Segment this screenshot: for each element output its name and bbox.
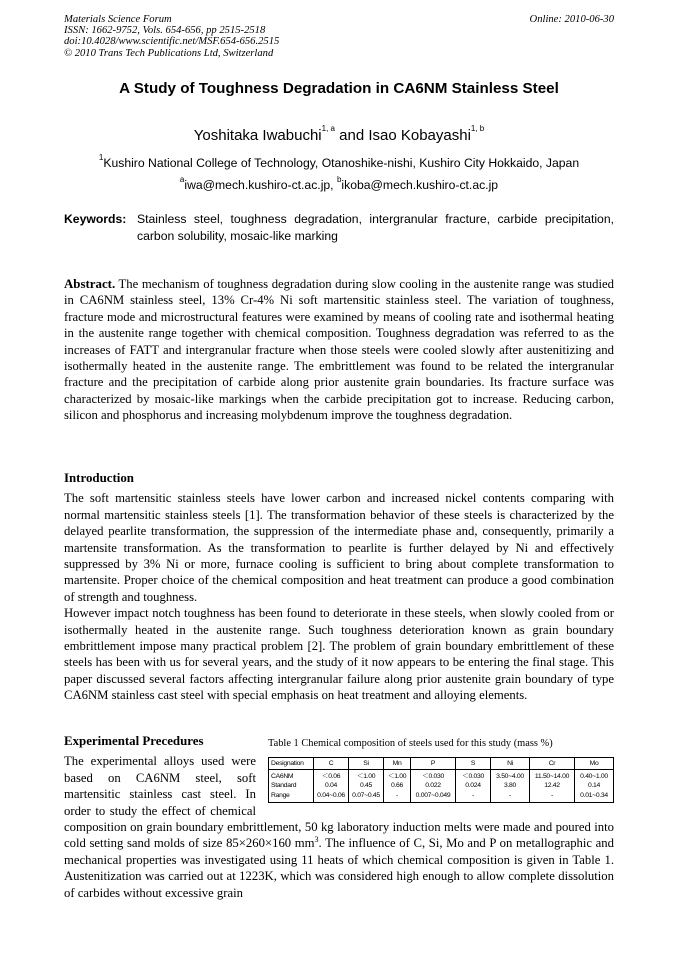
- copyright: © 2010 Trans Tech Publications Ltd, Switzerland: [64, 47, 274, 59]
- author-1-sup: 1, a: [321, 124, 335, 133]
- abstract-text: The mechanism of toughness degradation during slow cooling in the austenite range was studied in CA6NM stainless steel, 13% Cr-4% Ni soft martensitic stainless steel. The variation of toughness, fracture mode and microstructural features were examined by means of cooling rate and isothermal heating in the austenite range together with chemical composition. Toughness degradation was referred to as the increases of FATT and intergranular fracture when those steels were cooled slowly after austenitizing and isothermally heated in the austenite range. The embrittlement was found to be related the intergranular fracture and the precipitation of carbide along prior austenite grain boundaries. Its fracture surface was characterized by mosaic-like markings when the carbide precipitation got to increase. Reducing carbon, silicon and phosphorus and increasing molybdenum improve the toughness degradation.: [64, 277, 614, 423]
- table-cell: -: [530, 790, 575, 802]
- table-header-row: [269, 758, 614, 770]
- table-cell: ＜1.00: [387, 773, 407, 780]
- table-cell: CA6NM: [271, 773, 294, 780]
- table-cell: ＜0.030: [461, 773, 484, 780]
- table-cell: 3.80: [503, 782, 517, 789]
- introduction-heading: Introduction: [64, 471, 134, 485]
- experimental-sup: 3: [314, 835, 319, 845]
- experimental-heading: Experimental Precedures: [64, 734, 204, 748]
- table-cell: ＜0.030: [421, 773, 444, 780]
- table-header: S: [456, 758, 491, 770]
- keywords: [64, 211, 614, 245]
- table-cell: 0.024: [465, 782, 481, 789]
- table-row: [269, 790, 614, 802]
- keywords-label: Keywords:: [64, 212, 127, 226]
- keywords-text: Stainless steel, toughness degradation, intergranular fracture, carbide precipitation, carbon solubility, mosaic-like marking: [137, 212, 614, 243]
- table-header: Si: [349, 758, 384, 770]
- introduction-section: [64, 470, 614, 704]
- online-date: Online: 2010-06-30: [529, 14, 614, 25]
- table-cell: 0.07~0.45: [349, 790, 384, 802]
- table-header: C: [314, 758, 349, 770]
- introduction-paragraph-2: However impact notch toughness has been found to deteriorate in these steels, when slowly cooled from or isothermally heated in the austenite range. Such toughness deterioration known as grain boundary embrittlement impose many practical problem [2]. The problem of grain boundary embrittlement of these steels has been with us for several years, and the study of it now appears to be entering the final stage. This paper discussed several factors affecting intergranular failure along prior austenite grain boundary of type CA6NM stainless cast steel with special emphasis on heat treatment and alloying elements.: [64, 606, 614, 703]
- table-cell: 3.50~4.00: [496, 773, 524, 780]
- table-cell: -: [491, 790, 530, 802]
- table-cell: Range: [269, 790, 314, 802]
- table-header: Designation: [269, 758, 314, 770]
- doi: doi:10.4028/www.scientific.net/MSF.654-656.2515: [64, 36, 280, 48]
- table-header: Mo: [575, 758, 614, 770]
- abstract-label: Abstract.: [64, 277, 116, 291]
- table-cell: 12.42: [544, 782, 560, 789]
- table-cell: ＜0.06: [321, 773, 341, 780]
- paper-title: A Study of Toughness Degradation in CA6NM Stainless Steel: [119, 80, 559, 97]
- email-a-sup: a: [179, 175, 185, 184]
- journal-name: Materials Science Forum: [64, 14, 172, 25]
- authors: [0, 124, 678, 144]
- table-cell: Standard: [271, 782, 297, 789]
- author-2-sup: 1, b: [470, 124, 485, 133]
- affiliation-text: Kushiro National College of Technology, Otanoshike-nishi, Kushiro City Hokkaido, Japan: [103, 156, 580, 170]
- affiliation-sup: 1: [98, 153, 104, 162]
- table-header: Mn: [384, 758, 411, 770]
- email-a[interactable]: iwa@mech.kushiro-ct.ac.jp,: [184, 178, 337, 192]
- journal-header: [64, 14, 614, 59]
- table-cell: 0.14: [587, 782, 601, 789]
- table-1-block: [264, 733, 614, 817]
- table-cell: 0.45: [359, 782, 373, 789]
- introduction-paragraph-1: The soft martensitic stainless steels have lower carbon and increased nickel contents comparing with normal martensitic stainless steels [1]. The transformation behavior of these steels is characterized by the delayed pearlite transformation, the suppression of the intermediate phase and, consequently, primarily a martensite transformation. As the transformation to pearlite is further delayed by Ni and effectively suppressed by 3% Ni or more, furnace cooling is sufficient to bring about complete transformation to martensite. Proper choice of the chemical composition and heat treatment can produce a good combination of strength and toughness.: [64, 491, 614, 604]
- table-1-caption: Table 1 Chemical composition of steels used for this study (mass %): [268, 738, 553, 749]
- table-cell: 11.50~14.00: [534, 773, 570, 780]
- author-1: Yoshitaka Iwabuchi: [193, 127, 322, 144]
- author-2: and Isao Kobayashi: [334, 127, 471, 144]
- table-header: P: [411, 758, 456, 770]
- table-header: Cr: [530, 758, 575, 770]
- table-cell: ＜1.00: [356, 773, 376, 780]
- table-cell: 0.04: [324, 782, 338, 789]
- experimental-text-a: The experimental alloys used were based on CA6NM steel, soft martensitic stainless cast steel. In order to study the effect of chemical composition on grain boundary embrittlement, 50 kg laboratory induction melts were made and poured into cold setting sand molds of size 85×260×160 mm: [64, 754, 614, 851]
- affiliation: [0, 153, 678, 170]
- email-b[interactable]: ikoba@mech.kushiro-ct.ac.jp: [341, 178, 499, 192]
- abstract: [64, 276, 614, 424]
- table-cell: 0.40~1.00: [580, 773, 608, 780]
- table-cell: -: [456, 790, 491, 802]
- emails: [0, 175, 678, 192]
- experimental-section: [64, 733, 614, 901]
- table-cell: 0.01~0.34: [575, 790, 614, 802]
- table-cell: 0.04~0.06: [314, 790, 349, 802]
- email-b-sup: b: [336, 175, 342, 184]
- issn: ISSN: 1662-9752, Vols. 654-656, pp 2515-2518: [64, 25, 266, 37]
- table-cell: -: [384, 790, 411, 802]
- table-1: [268, 757, 614, 803]
- table-row: [269, 770, 614, 791]
- table-cell: 0.66: [390, 782, 404, 789]
- table-header: Ni: [491, 758, 530, 770]
- table-cell: 0.007~0.049: [411, 790, 456, 802]
- experimental-text-b: . The influence of C, Si, Mo and P on metallographic and mechanical properties was investigated using 11 heats of which chemical composition is given in Table 1. Austenitization was carried out at 1223K, which was considered high enough to allow complete dissolution of carbides without excessive grain: [64, 836, 614, 900]
- table-cell: 0.022: [425, 782, 441, 789]
